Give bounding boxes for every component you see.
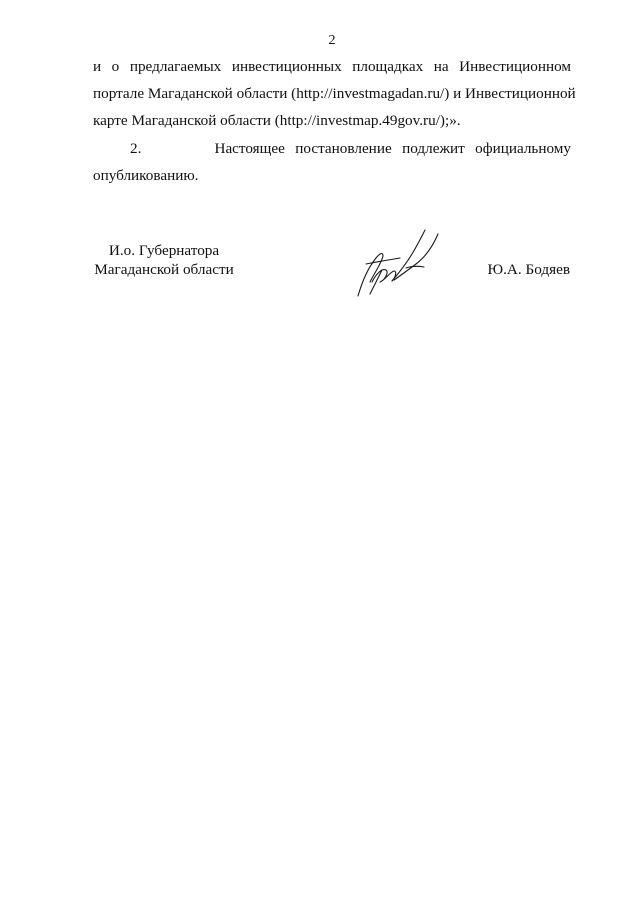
paragraph-1-line: карте Магаданской области (http://investmap.49gov.ru/);». bbox=[93, 112, 461, 129]
paragraph-2 bbox=[93, 135, 571, 189]
page-number: 2 bbox=[328, 33, 336, 48]
signer-title-line: И.о. Губернатора bbox=[108, 242, 220, 259]
paragraph-1 bbox=[93, 53, 576, 134]
signer-title-line: Магаданской области bbox=[94, 261, 234, 278]
signer-name: Ю.А. Бодяев bbox=[487, 261, 570, 278]
signer-title bbox=[88, 241, 240, 279]
paragraph-2-line: 2. Настоящее постановление подлежит официальному bbox=[130, 140, 571, 157]
paragraph-1-line: портале Магаданской области (http://investmagadan.ru/) и Инвестиционной bbox=[93, 85, 576, 102]
paragraph-2-line: опубликованию. bbox=[93, 167, 199, 184]
handwritten-signature bbox=[352, 224, 444, 302]
paragraph-1-line: и о предлагаемых инвестиционных площадках на Инвестиционном bbox=[93, 58, 571, 75]
